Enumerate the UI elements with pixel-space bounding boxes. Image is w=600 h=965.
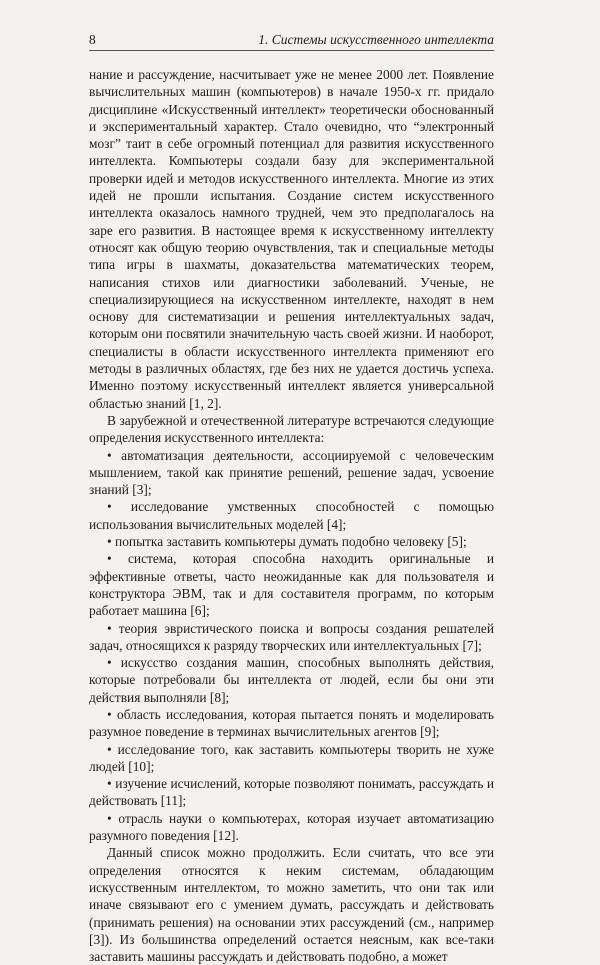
body-text — [89, 66, 494, 965]
definition-item: • отрасль науки о компьютерах, которая изучает автоматизацию разумного поведения [12]. — [89, 810, 494, 845]
definition-item: • теория эвристического поиска и вопросы создания решателей задач, относящихся к разряду творческих или интеллектуальных [7]; — [89, 620, 494, 655]
definition-item: • автоматизация деятельности, ассоциируемой с человеческим мышлением, такой как принятие решений, решение задач, усвоение знаний [3]; — [89, 447, 494, 499]
definition-item: • изучение исчислений, которые позволяют понимать, рассуждать и действовать [11]; — [89, 775, 494, 810]
definition-item: • область исследования, которая пытается понять и моделировать разумное поведение в терминах вычислительных агентов [9]; — [89, 706, 494, 741]
definition-item: • исследование того, как заставить компьютеры творить не хуже людей [10]; — [89, 741, 494, 776]
paragraph-intro: нание и рассуждение, насчитывает уже не менее 2000 лет. Появление вычислительных машин (компьютеров) в начале 1950-х гг. придало дисциплине «Искусственный интеллект» теоретически обоснованный и экспериментальный характер. Стало очевидно, что “электронный мозг” таит в себе огромный потенциал для развития искусственного интеллекта. Компьютеры создали базу для экспериментальной проверки идей и методов искусственного интеллекта. Многие из этих идей не прошли испытания. Создание систем искусственного интеллекта оказалось намного трудней, чем это предполагалось на заре его развития. В настоящее время к искусственному интеллекту относят как общую теорию очувствления, так и специальные методы типа игры в шахматы, доказательства математических теорем, написания стихов или диагностики заболеваний. Ученые, не специализирующиеся на искусственном интеллекте, находят в нем основу для систематизации и решения интеллектуальных задач, которым они посвятили значительную часть своей жизни. И наоборот, специалисты в области искусственного интеллекта применяют его методы в различных областях, где без них не удается достичь успеха. Именно поэтому искусственный интеллект является универсальной областью знаний [1, 2]. — [89, 67, 494, 411]
page-number: 8 — [89, 32, 96, 47]
paragraph-definitions-lead: В зарубежной и отечественной литературе встречаются следующие определения искусственного интеллекта: — [89, 412, 494, 446]
running-header — [89, 30, 494, 51]
definitions-list — [89, 447, 494, 845]
definition-item: • искусство создания машин, способных выполнять действия, которые потребовали бы интеллекта от людей, если бы они эти действия выполняли [8]; — [89, 654, 494, 706]
paragraph-conclusion: Данный список можно продолжить. Если считать, что все эти определения относятся к неким системам, обладающим искусственным интеллектом, то можно заметить, что они так или иначе связывают его с умением думать, рассуждать и действовать (принимать решения) на основании этих рассуждений (см., например [3]). Из большинства определений остается неясным, как все-таки заставить машины рассуждать и действовать подобно, а может — [89, 845, 494, 965]
definition-item: • исследование умственных способностей с помощью использования вычислительных моделей [4]; — [89, 498, 494, 533]
running-title: 1. Системы искусственного интеллекта — [258, 32, 494, 47]
definition-item: • система, которая способна находить оригинальные и эффективные ответы, часто неожиданные как для пользователя и конструктора ЭВМ, так и для составителя программ, по которым работает машина [6]; — [89, 550, 494, 619]
definition-item: • попытка заставить компьютеры думать подобно человеку [5]; — [89, 533, 494, 550]
